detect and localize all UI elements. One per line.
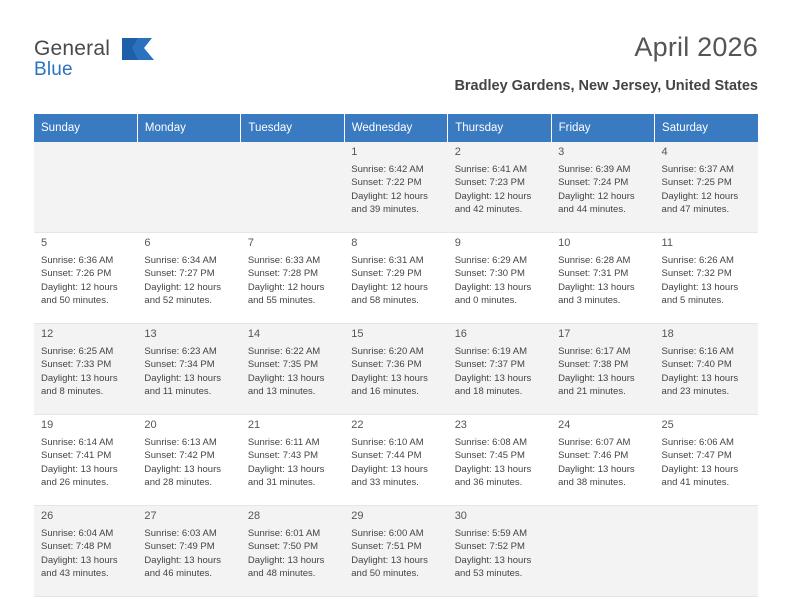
day-number: 13 [144, 328, 157, 340]
weekday-header-sunday: Sunday [34, 114, 137, 142]
day-info [662, 254, 752, 307]
day-info-line: and 47 minutes. [661, 203, 730, 215]
calendar-day-cell[interactable] [344, 233, 447, 324]
day-info-line: Sunrise: 6:22 AM [247, 346, 321, 358]
day-number: 12 [41, 328, 54, 340]
day-info-line: Sunset: 7:32 PM [661, 268, 732, 280]
day-info-line: Daylight: 13 hours [558, 281, 635, 293]
day-info-line: and 21 minutes. [558, 385, 626, 397]
day-number: 4 [661, 146, 668, 158]
calendar-day-cell[interactable] [344, 142, 447, 233]
day-info [558, 163, 648, 216]
day-info [662, 345, 752, 398]
day-info-line: Daylight: 13 hours [558, 463, 635, 475]
day-number: 24 [558, 419, 571, 431]
day-number: 25 [661, 419, 674, 431]
calendar-empty-cell [551, 506, 654, 597]
day-number: 6 [144, 237, 151, 249]
day-info-line: Daylight: 12 hours [41, 281, 118, 293]
day-info-line: Sunset: 7:41 PM [41, 450, 112, 462]
calendar-day-cell[interactable] [34, 324, 137, 415]
day-number: 21 [247, 419, 261, 431]
day-number: 2 [454, 146, 461, 158]
day-info [351, 163, 441, 216]
day-info-line: Sunrise: 6:33 AM [247, 255, 321, 267]
day-info [144, 527, 234, 580]
day-info-line: Daylight: 13 hours [351, 554, 428, 566]
day-info-line: Daylight: 13 hours [454, 281, 532, 293]
day-info-line: Sunset: 7:29 PM [351, 268, 422, 280]
day-number: 8 [351, 237, 358, 249]
calendar-day-cell[interactable] [241, 506, 344, 597]
day-info-line: Sunset: 7:49 PM [144, 541, 215, 553]
calendar-day-cell[interactable] [137, 233, 240, 324]
day-info [248, 345, 338, 398]
day-info-line: Sunset: 7:33 PM [41, 359, 112, 371]
day-number: 9 [454, 237, 461, 249]
weekday-header-thursday: Thursday [448, 114, 551, 142]
day-info [455, 345, 545, 398]
day-number: 27 [144, 510, 157, 522]
calendar-week-row [34, 233, 758, 324]
day-info-line: Sunset: 7:51 PM [351, 541, 422, 553]
day-number: 29 [351, 510, 364, 522]
day-info-line: and 44 minutes. [558, 203, 626, 215]
day-info-line: Sunrise: 6:31 AM [351, 255, 424, 267]
day-info-line: and 23 minutes. [661, 385, 730, 397]
calendar-week-row [34, 415, 758, 506]
calendar-day-cell[interactable] [551, 415, 654, 506]
calendar-day-cell[interactable] [34, 233, 137, 324]
day-info [41, 254, 131, 307]
day-info-line: Daylight: 13 hours [247, 372, 325, 384]
day-info-line: and 26 minutes. [41, 476, 109, 488]
day-number: 18 [661, 328, 674, 340]
day-info-line: Sunset: 7:27 PM [144, 268, 215, 280]
calendar-day-cell[interactable] [551, 233, 654, 324]
day-info-line: Sunrise: 6:34 AM [144, 255, 217, 267]
calendar-day-cell[interactable] [448, 506, 551, 597]
weekday-header-tuesday: Tuesday [241, 114, 344, 142]
calendar-day-cell[interactable] [241, 324, 344, 415]
day-info-line: Sunset: 7:48 PM [41, 541, 112, 553]
day-info-line: Sunrise: 6:42 AM [351, 164, 424, 176]
calendar-empty-cell [655, 506, 758, 597]
calendar-day-cell[interactable] [448, 233, 551, 324]
weekday-header-monday: Monday [137, 114, 240, 142]
day-info-line: Sunset: 7:28 PM [247, 268, 319, 280]
day-info-line: Sunrise: 6:06 AM [661, 437, 734, 449]
day-info [351, 254, 441, 307]
day-info-line: and 52 minutes. [144, 294, 213, 306]
calendar-day-cell[interactable] [448, 415, 551, 506]
day-info-line: Sunrise: 6:36 AM [41, 255, 114, 267]
day-info-line: Sunrise: 6:28 AM [558, 255, 631, 267]
calendar-body [34, 142, 758, 597]
day-info-line: Daylight: 13 hours [351, 463, 428, 475]
day-info-line: and 43 minutes. [41, 567, 109, 579]
day-info-line: Sunset: 7:37 PM [454, 359, 525, 371]
day-number: 19 [41, 419, 54, 431]
day-info-line: Daylight: 12 hours [454, 190, 532, 202]
day-info-line: Daylight: 13 hours [454, 372, 532, 384]
day-info-line: Sunset: 7:23 PM [454, 177, 525, 189]
brand-name-general: General [34, 37, 111, 60]
day-info-line: Sunrise: 5:59 AM [454, 528, 528, 540]
calendar-week-row [34, 506, 758, 597]
brand-name-blue: Blue [34, 59, 73, 80]
calendar-day-cell[interactable] [655, 233, 758, 324]
day-info-line: and 50 minutes. [351, 567, 419, 579]
day-info [351, 436, 441, 489]
day-number: 15 [351, 328, 364, 340]
flag-icon [122, 36, 156, 62]
day-info-line: Daylight: 12 hours [661, 190, 739, 202]
day-info-line: Daylight: 13 hours [661, 281, 739, 293]
day-info [144, 254, 234, 307]
day-info-line: and 13 minutes. [247, 385, 316, 397]
day-info [144, 436, 234, 489]
day-info [248, 527, 338, 580]
day-info-line: Sunset: 7:52 PM [454, 541, 525, 553]
page-title: April 2026 [634, 32, 758, 62]
day-info-line: Daylight: 13 hours [41, 554, 118, 566]
day-info-line: Sunrise: 6:13 AM [144, 437, 217, 449]
day-number: 17 [558, 328, 571, 340]
day-number: 30 [454, 510, 467, 522]
calendar-day-cell[interactable] [137, 415, 240, 506]
day-info-line: and 33 minutes. [351, 476, 419, 488]
day-info [662, 436, 752, 489]
day-info-line: Sunrise: 6:04 AM [41, 528, 114, 540]
day-number: 3 [558, 146, 565, 158]
calendar-week-row [34, 324, 758, 415]
calendar-day-cell[interactable] [344, 506, 447, 597]
day-info-line: Daylight: 12 hours [558, 190, 635, 202]
calendar-empty-cell [34, 142, 137, 233]
day-info-line: Daylight: 12 hours [247, 281, 325, 293]
day-info-line: and 18 minutes. [454, 385, 523, 397]
day-info [351, 345, 441, 398]
calendar-empty-cell [241, 142, 344, 233]
day-info-line: Daylight: 13 hours [41, 372, 118, 384]
day-info-line: Sunrise: 6:07 AM [558, 437, 631, 449]
day-info [455, 254, 545, 307]
day-number: 11 [661, 237, 673, 249]
day-info-line: Sunrise: 6:14 AM [41, 437, 114, 449]
calendar-week-row [34, 142, 758, 233]
day-number: 26 [41, 510, 54, 522]
day-info-line: Sunset: 7:26 PM [41, 268, 112, 280]
day-info [144, 345, 234, 398]
calendar-day-cell[interactable] [551, 142, 654, 233]
day-info-line: Daylight: 13 hours [351, 372, 428, 384]
sunrise-sunset-calendar [34, 114, 758, 597]
day-info-line: and 5 minutes. [661, 294, 724, 306]
day-info-line: and 11 minutes. [144, 385, 212, 397]
day-info-line: and 31 minutes. [247, 476, 316, 488]
calendar-day-cell[interactable] [448, 142, 551, 233]
weekday-header-saturday: Saturday [655, 114, 758, 142]
day-info-line: Daylight: 13 hours [454, 463, 532, 475]
day-info [455, 436, 545, 489]
day-info-line: Sunrise: 6:01 AM [247, 528, 321, 540]
day-info-line: Sunset: 7:46 PM [558, 450, 629, 462]
day-info [351, 527, 441, 580]
day-info-line: Sunrise: 6:10 AM [351, 437, 424, 449]
calendar-empty-cell [137, 142, 240, 233]
day-info-line: Sunrise: 6:03 AM [144, 528, 217, 540]
day-number: 16 [454, 328, 467, 340]
day-info-line: Sunset: 7:43 PM [247, 450, 319, 462]
day-info-line: and 42 minutes. [454, 203, 523, 215]
day-number: 10 [558, 237, 571, 249]
day-info-line: Daylight: 13 hours [41, 463, 118, 475]
day-info-line: and 8 minutes. [41, 385, 104, 397]
day-info-line: Sunrise: 6:37 AM [661, 164, 734, 176]
day-info-line: and 28 minutes. [144, 476, 213, 488]
day-number: 7 [247, 237, 254, 249]
day-info [41, 436, 131, 489]
day-info-line: Sunset: 7:22 PM [351, 177, 422, 189]
day-info-line: Sunrise: 6:08 AM [454, 437, 528, 449]
day-info-line: and 50 minutes. [41, 294, 109, 306]
day-info [248, 436, 338, 489]
day-info-line: and 55 minutes. [247, 294, 316, 306]
calendar-day-cell[interactable] [34, 415, 137, 506]
day-info-line: Daylight: 13 hours [558, 372, 635, 384]
day-info-line: Sunset: 7:42 PM [144, 450, 215, 462]
day-number: 1 [351, 146, 358, 158]
day-info-line: Daylight: 13 hours [454, 554, 532, 566]
day-info-line: and 53 minutes. [454, 567, 523, 579]
day-info-line: Sunrise: 6:41 AM [454, 164, 528, 176]
day-number: 28 [247, 510, 261, 522]
weekday-header-friday: Friday [551, 114, 654, 142]
day-info-line: Sunrise: 6:25 AM [41, 346, 114, 358]
day-info-line: Sunset: 7:40 PM [661, 359, 732, 371]
brand-logo [34, 38, 110, 79]
day-info-line: Sunrise: 6:00 AM [351, 528, 424, 540]
calendar-day-cell[interactable] [655, 415, 758, 506]
location-subtitle: Bradley Gardens, New Jersey, United States [454, 78, 758, 94]
day-info-line: and 36 minutes. [454, 476, 523, 488]
day-info [558, 254, 648, 307]
day-info-line: and 16 minutes. [351, 385, 419, 397]
day-info-line: Sunset: 7:24 PM [558, 177, 629, 189]
day-info-line: Sunrise: 6:19 AM [454, 346, 528, 358]
day-info [41, 345, 131, 398]
day-info-line: and 46 minutes. [144, 567, 213, 579]
day-info-line: and 41 minutes. [661, 476, 730, 488]
day-info-line: Daylight: 13 hours [247, 554, 325, 566]
day-info [248, 254, 338, 307]
day-info-line: Daylight: 13 hours [247, 463, 325, 475]
day-number: 20 [144, 419, 157, 431]
day-info-line: Sunrise: 6:16 AM [661, 346, 734, 358]
day-info-line: Daylight: 13 hours [144, 463, 221, 475]
day-info-line: Sunset: 7:30 PM [454, 268, 525, 280]
day-info-line: Daylight: 13 hours [661, 463, 739, 475]
day-info-line: Sunset: 7:34 PM [144, 359, 215, 371]
day-info-line: and 39 minutes. [351, 203, 419, 215]
day-info-line: Daylight: 12 hours [351, 190, 428, 202]
day-info-line: Sunrise: 6:23 AM [144, 346, 217, 358]
calendar-day-cell[interactable] [241, 415, 344, 506]
day-info-line: Sunset: 7:36 PM [351, 359, 422, 371]
day-info-line: Sunset: 7:38 PM [558, 359, 629, 371]
weekday-header-row [34, 114, 758, 142]
day-info-line: Sunrise: 6:20 AM [351, 346, 424, 358]
calendar-day-cell[interactable] [655, 324, 758, 415]
calendar-day-cell[interactable] [344, 324, 447, 415]
page-header [34, 22, 758, 94]
day-info-line: Daylight: 12 hours [351, 281, 428, 293]
day-info [662, 163, 752, 216]
day-info-line: and 0 minutes. [454, 294, 518, 306]
day-info-line: Sunrise: 6:26 AM [661, 255, 734, 267]
day-info-line: Sunset: 7:44 PM [351, 450, 422, 462]
day-info-line: Sunset: 7:35 PM [247, 359, 319, 371]
calendar-day-cell[interactable] [344, 415, 447, 506]
day-info-line: Daylight: 13 hours [144, 554, 221, 566]
day-info-line: Sunset: 7:50 PM [247, 541, 319, 553]
day-number: 5 [41, 237, 48, 249]
weekday-header-wednesday: Wednesday [344, 114, 447, 142]
calendar-day-cell[interactable] [655, 142, 758, 233]
day-info-line: Daylight: 12 hours [144, 281, 221, 293]
calendar-day-cell[interactable] [241, 233, 344, 324]
day-info [455, 163, 545, 216]
day-info [558, 436, 648, 489]
day-info-line: Sunset: 7:31 PM [558, 268, 629, 280]
day-number: 23 [454, 419, 467, 431]
day-info [41, 527, 131, 580]
day-info-line: and 58 minutes. [351, 294, 419, 306]
calendar-day-cell[interactable] [34, 506, 137, 597]
day-info [455, 527, 545, 580]
day-info-line: and 38 minutes. [558, 476, 626, 488]
day-info-line: Sunrise: 6:39 AM [558, 164, 631, 176]
day-info-line: Sunset: 7:25 PM [661, 177, 732, 189]
day-info-line: Sunrise: 6:11 AM [247, 437, 320, 449]
day-info [558, 345, 648, 398]
day-info-line: Daylight: 13 hours [144, 372, 221, 384]
day-info-line: Sunset: 7:47 PM [661, 450, 732, 462]
calendar-day-cell[interactable] [137, 324, 240, 415]
day-info-line: Daylight: 13 hours [661, 372, 739, 384]
day-number: 14 [247, 328, 261, 340]
day-info-line: and 3 minutes. [558, 294, 621, 306]
calendar-day-cell[interactable] [137, 506, 240, 597]
day-info-line: Sunset: 7:45 PM [454, 450, 525, 462]
day-info-line: Sunrise: 6:29 AM [454, 255, 528, 267]
calendar-day-cell[interactable] [448, 324, 551, 415]
day-number: 22 [351, 419, 364, 431]
calendar-day-cell[interactable] [551, 324, 654, 415]
day-info-line: Sunrise: 6:17 AM [558, 346, 631, 358]
day-info-line: and 48 minutes. [247, 567, 316, 579]
